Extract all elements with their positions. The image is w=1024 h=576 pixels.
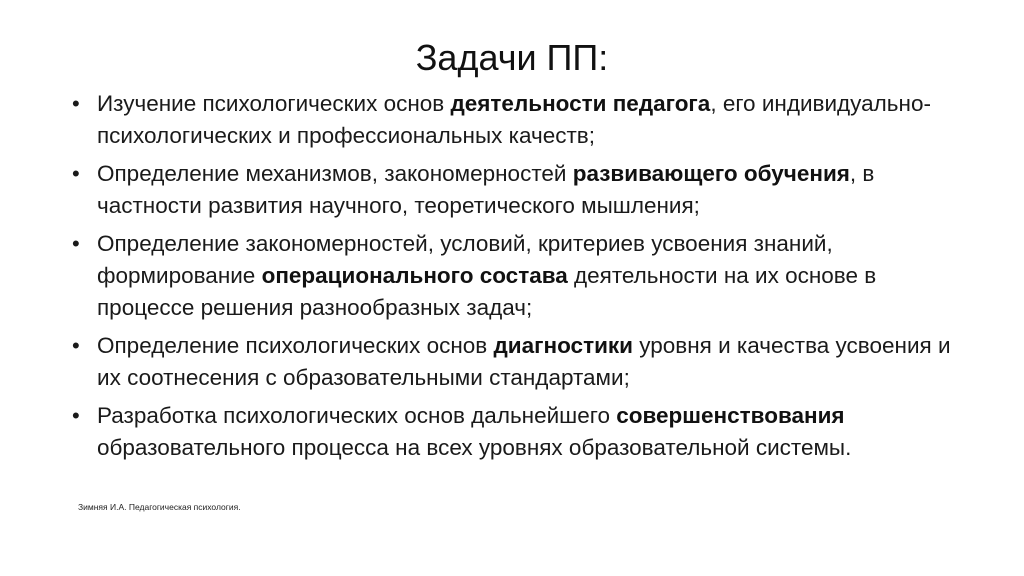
task-text: образовательного процесса на всех уровнях образовательной системы. <box>97 435 852 460</box>
task-text: Разработка психологических основ дальнейшего <box>97 403 617 428</box>
task-keyword: операционального состава <box>261 263 568 288</box>
task-text: уровня и качества усвоения и их соотнесения с образовательными стандартами; <box>97 333 951 390</box>
source-citation: Зимняя И.А. Педагогическая психология. <box>78 502 241 512</box>
task-text: Определение закономерностей, условий, критериев усвоения знаний, формирование <box>97 231 833 288</box>
task-item-1 <box>70 88 970 152</box>
task-item-4 <box>70 330 970 394</box>
task-item-3 <box>70 228 970 324</box>
task-keyword: развивающего обучения <box>572 161 850 186</box>
task-text: деятельности на их основе в процессе решения разнообразных задач; <box>97 263 877 320</box>
task-text: , его индивидуально-психологических и профессиональных качеств; <box>97 91 931 148</box>
slide-title: Задачи ПП: <box>415 37 609 78</box>
task-item-2 <box>70 158 970 222</box>
task-keyword: деятельности педагога <box>450 91 711 116</box>
task-text: Определение механизмов, закономерностей <box>97 161 573 186</box>
task-item-5 <box>70 400 970 464</box>
task-text: Определение психологических основ <box>97 333 494 358</box>
task-list <box>70 88 970 470</box>
task-keyword: совершенствования <box>616 403 845 428</box>
task-text: , в частности развития научного, теоретического мышления; <box>97 161 875 218</box>
task-keyword: диагностики <box>493 333 634 358</box>
task-text: Изучение психологических основ <box>97 91 451 116</box>
